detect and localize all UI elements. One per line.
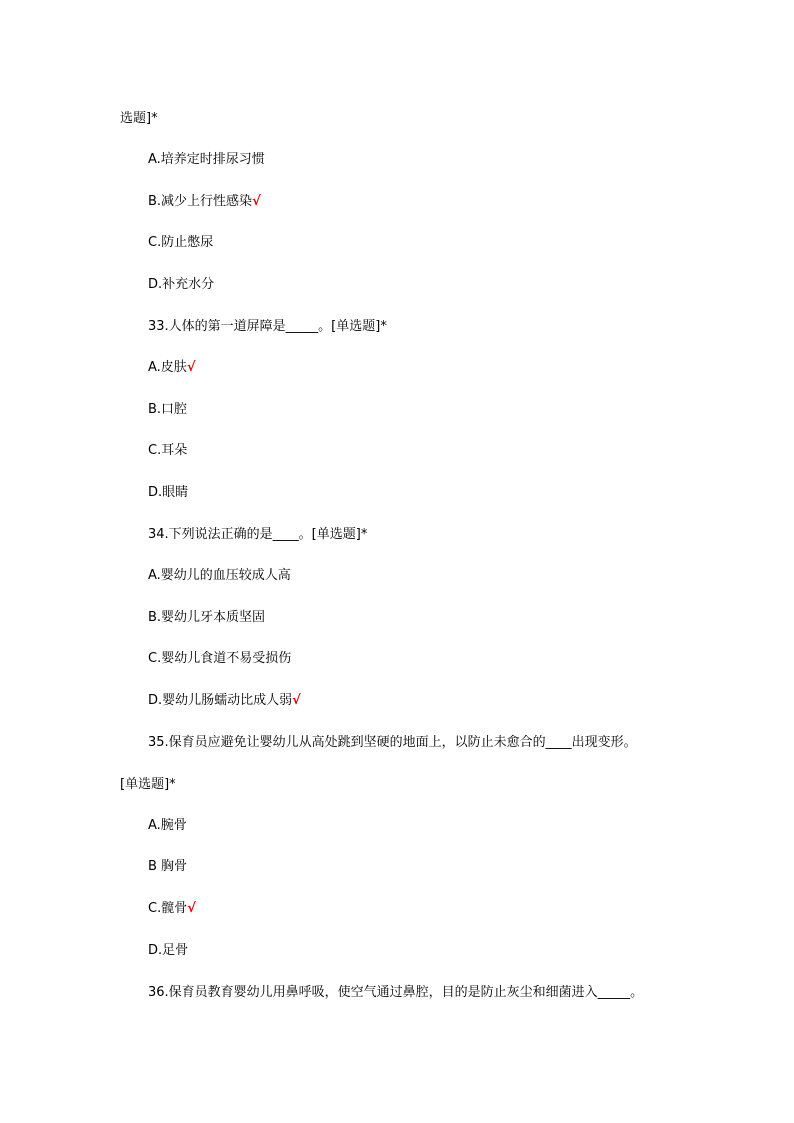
- question-text: 35.保育员应避免让婴幼儿从高处跳到坚硬的地面上，以防止未愈合的____出现变形。: [148, 735, 637, 750]
- option-text: D.眼睛: [148, 485, 189, 500]
- question-type-text: [单选题]*: [120, 777, 176, 792]
- text: 选题]*: [120, 111, 158, 126]
- question-text: 36.保育员教育婴幼儿用鼻呼吸，使空气通过鼻腔，目的是防止灰尘和细菌进入_____。: [148, 985, 644, 1000]
- question-36: [148, 984, 643, 1002]
- option-text: B.口腔: [148, 402, 188, 417]
- question-text: 33.人体的第一道屏障是_____。[单选题]*: [148, 319, 387, 334]
- question-32-tail: [120, 110, 158, 128]
- question-35: [148, 734, 637, 752]
- option-35-b: [148, 858, 187, 876]
- option-text: C.耳朵: [148, 443, 188, 458]
- option-34-d: [148, 692, 301, 710]
- correct-check-mark: √: [292, 693, 301, 708]
- option-34-c: [148, 650, 291, 668]
- option-32-d: [148, 276, 214, 294]
- option-33-b: [148, 401, 187, 419]
- correct-check-mark: √: [252, 194, 261, 209]
- option-text: A.皮肤: [148, 360, 187, 375]
- option-35-a: [148, 817, 187, 835]
- option-text: B.减少上行性感染: [148, 194, 253, 209]
- option-33-d: [148, 484, 188, 502]
- option-34-a: [148, 567, 291, 585]
- option-text: D.补充水分: [148, 277, 215, 292]
- question-35-type: [120, 776, 176, 794]
- option-text: A.培养定时排尿习惯: [148, 152, 265, 167]
- option-text: A.腕骨: [148, 818, 187, 833]
- option-text: C.防止憋尿: [148, 235, 214, 250]
- question-33: [148, 318, 387, 336]
- option-text: C.婴幼儿食道不易受损伤: [148, 651, 292, 666]
- option-35-c: [148, 900, 196, 918]
- option-text: C.髋骨: [148, 901, 188, 916]
- correct-check-mark: √: [187, 901, 196, 916]
- option-text: D.婴幼儿肠蠕动比成人弱: [148, 693, 293, 708]
- option-32-a: [148, 151, 265, 169]
- option-text: A.婴幼儿的血压较成人高: [148, 568, 291, 583]
- option-33-a: [148, 359, 195, 377]
- option-text: B 胸骨: [148, 859, 188, 874]
- option-35-d: [148, 942, 188, 960]
- option-32-c: [148, 234, 213, 252]
- option-32-b: [148, 193, 261, 211]
- option-text: D.足骨: [148, 943, 189, 958]
- option-text: B.婴幼儿牙本质坚固: [148, 610, 266, 625]
- option-34-b: [148, 609, 265, 627]
- option-33-c: [148, 442, 187, 460]
- question-34: [148, 526, 367, 544]
- correct-check-mark: √: [186, 360, 196, 375]
- question-text: 34.下列说法正确的是____。[单选题]*: [148, 527, 368, 542]
